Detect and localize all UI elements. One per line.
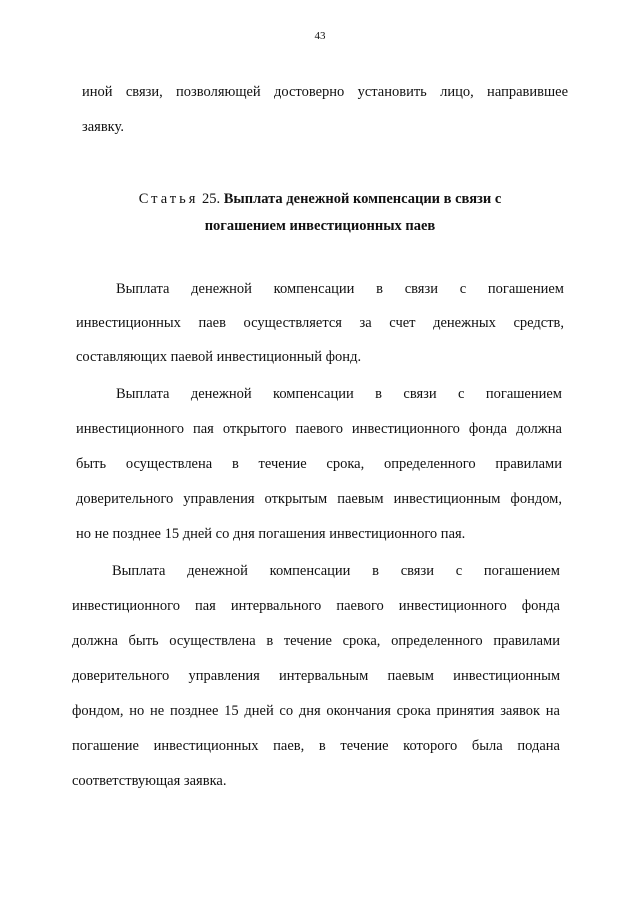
article-number: 25. — [202, 191, 221, 207]
paragraph-3-line: доверительного управления интервальным паевым инвестиционным — [72, 668, 560, 684]
article-heading-line-1 — [0, 190, 640, 208]
page-number: 43 — [314, 30, 326, 42]
paragraph-2-line: быть осуществлена в течение срока, определенного правилами — [76, 456, 562, 472]
paragraph-2-line: но не позднее 15 дней со дня погашения инвестиционного пая. — [76, 526, 466, 542]
paragraph-3-line: Выплата денежной компенсации в связи с погашением — [112, 563, 560, 579]
article-label: Статья — [138, 191, 199, 207]
paragraph-1-line: Выплата денежной компенсации в связи с погашением — [116, 281, 564, 297]
article-title-line-2: погашением инвестиционных паев — [204, 218, 436, 234]
paragraph-3-line: должна быть осуществлена в течение срока, определенного правилами — [72, 633, 560, 649]
article-title-line-1: Выплата денежной компенсации в связи с — [223, 191, 502, 207]
continuation-line-1: иной связи, позволяющей достоверно установить лицо, направившее — [82, 84, 568, 100]
continuation-line-2: заявку. — [82, 119, 124, 135]
paragraph-2-line: доверительного управления открытым паевым инвестиционным фондом, — [76, 491, 562, 507]
paragraph-3-line: погашение инвестиционных паев, в течение которого была подана — [72, 738, 560, 754]
paragraph-2-line: Выплата денежной компенсации в связи с погашением — [116, 386, 562, 402]
paragraph-2-line: инвестиционного пая открытого паевого инвестиционного фонда должна — [76, 421, 562, 437]
paragraph-3-line: фондом, но не позднее 15 дней со дня окончания срока принятия заявок на — [72, 703, 560, 719]
paragraph-1-line: составляющих паевой инвестиционный фонд. — [76, 349, 362, 365]
paragraph-3-line: соответствующая заявка. — [72, 773, 227, 789]
paragraph-1-line: инвестиционных паев осуществляется за счет денежных средств, — [76, 315, 564, 331]
paragraph-3-line: инвестиционного пая интервального паевого инвестиционного фонда — [72, 598, 560, 614]
